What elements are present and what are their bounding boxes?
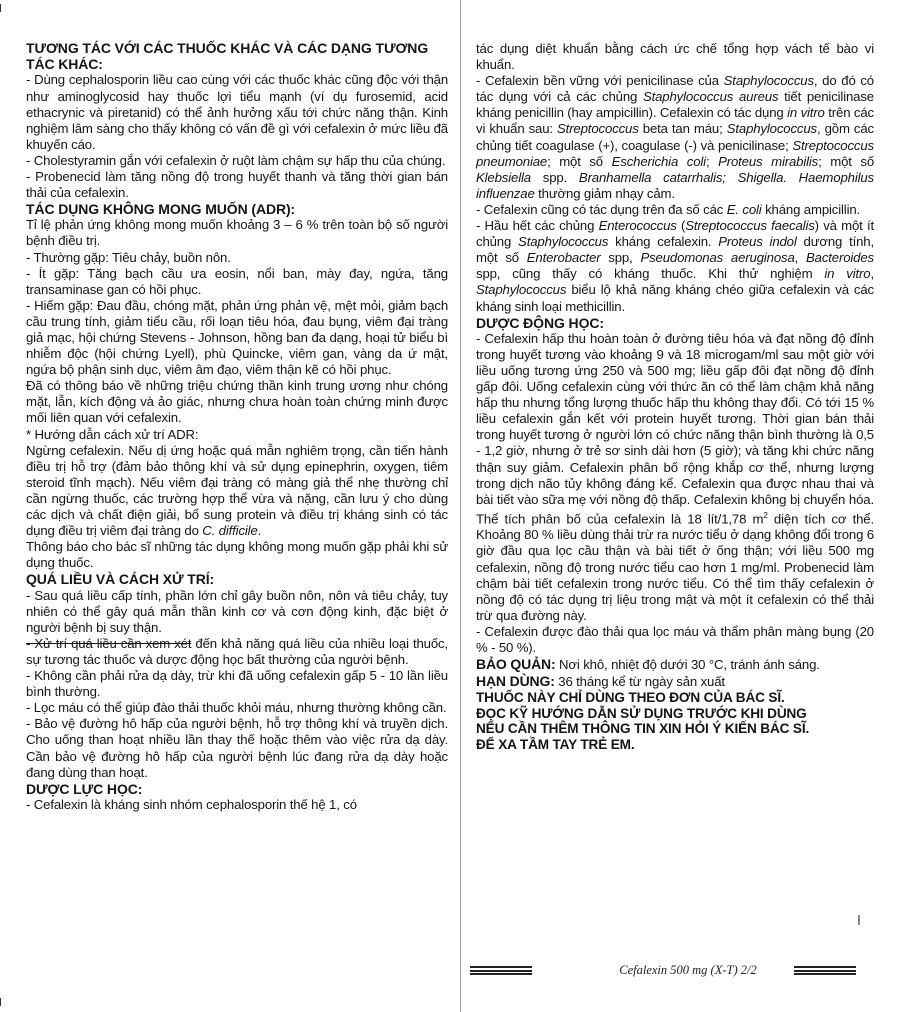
adr-uncommon: - Ít gặp: Tăng bạch cầu ưa eosin, nổi ban, mày đay, ngứa, tăng transaminase gan có hồi phục.: [26, 265, 448, 297]
italic-term: Staphylococcus: [476, 282, 567, 298]
text-run: thường giảm nhạy cảm.: [534, 185, 675, 201]
pharmacodynamics-cont: tác dụng diệt khuẩn bằng cách ức chế tổng hợp vách tế bào vi khuẩn.: [476, 41, 874, 73]
pharmacokinetics-item: [476, 331, 874, 624]
text-run: trên các vi khuẩn sau:: [476, 105, 874, 137]
text-run: , gồm các chủng tiết coagulase (+), coagulase (-) và penicilinase;: [476, 121, 874, 153]
italic-term: Proteus indol: [718, 234, 797, 250]
column-divider: [460, 0, 461, 1012]
text-run: spp,: [600, 250, 641, 266]
adr-guide-end: .: [257, 523, 262, 539]
overdose-item: [26, 636, 448, 668]
text-run: kháng ampicillin.: [761, 201, 861, 217]
italic-term: Streptococcus pneumoniae: [476, 137, 874, 169]
page-footer: [470, 962, 890, 982]
crop-mark-bottom: [0, 998, 1, 1006]
text-run: tiết penicilinase kháng penicillin (hay ampicillin). Cefalexin có tác dụng: [476, 89, 874, 121]
text-run: ; một số: [547, 153, 612, 169]
footer-label: Cefalexin 500 mg (X-T) 2/2: [619, 963, 757, 977]
left-column: [26, 40, 448, 813]
overdose-item: - Lọc máu có thể giúp đào thải thuốc khỏi máu, nhưng thường không cần.: [26, 700, 447, 716]
italic-term: Enterobacter: [526, 250, 601, 266]
text-run: ,: [794, 250, 806, 266]
italic-term: Klebsiella: [476, 169, 531, 185]
text-run: - Cefalexin cũng có tác dụng trên đa số các: [476, 201, 727, 217]
shelf-life-line: [476, 673, 874, 690]
italic-term: in vitro: [824, 266, 871, 282]
pharmacodynamics-item: [476, 73, 874, 202]
interaction-item: - Dùng cephalosporin liều cao cùng với các thuốc khác cũng độc với thận như aminoglycosid hay thuốc lợi tiểu mạnh (ví dụ furosemid, acid ethacrynic và piretanid) có thể ảnh hưởng xấu tới chức năng thận. Kinh nghiệm lâm sàng cho thấy không có vấn đề gì với cefalexin ở mức liều đã khuyến cáo.: [26, 72, 448, 152]
italic-term: in vitro: [787, 105, 825, 121]
italic-term: E. coli: [726, 201, 762, 217]
warning-line: THUỐC NÀY CHỈ DÙNG THEO ĐƠN CỦA BÁC SĨ.: [476, 690, 785, 706]
overdose-item: - Không cần phải rửa dạ dày, trừ khi đã uống cefalexin gấp 5 - 10 lần liều bình thường.: [26, 668, 448, 700]
adr-neuro: Đã có thông báo về những triệu chứng thần kinh trung ương như chóng mặt, lẫn, kích động và ảo giác, nhưng chưa hoàn toàn chứng minh được mối liên quan với cefalexin.: [26, 378, 448, 426]
italic-term: Branhamella catarrhalis; Shigella. Haemophilus influenzae: [476, 169, 875, 201]
text-run: (: [676, 218, 686, 234]
adr-guide-organism: C. difficile: [202, 523, 258, 539]
right-column: [476, 41, 874, 753]
text-run: spp.: [530, 169, 579, 185]
italic-term: Streptococcus faecalis: [685, 218, 815, 234]
text-run: beta tan máu;: [638, 121, 727, 137]
text-run: ) và một ít chủng: [476, 218, 874, 250]
adr-common: - Thường gặp: Tiêu chảy, buồn nôn.: [26, 249, 231, 265]
text-run: , do đó có tác dụng với cả các chủng: [476, 73, 874, 105]
overdose-item: - Bảo vệ đường hô hấp của người bệnh, hỗ trợ thông khí và truyền dịch. Cho uống than hoạt nhiều lần thay thế hoặc thêm vào việc rửa dạ dày. Cần bảo vệ đường hô hấp của người bệnh lúc đang rửa dạ dày hoặc đang dùng than hoạt.: [26, 716, 448, 780]
pharmacodynamics-item: [476, 202, 874, 218]
pharmacokinetics-item: - Cefalexin được đào thải qua lọc máu và thẩm phân màng bụng (20 % - 50 %).: [476, 623, 874, 655]
pharmacodynamics-item: - Cefalexin là kháng sinh nhóm cephalosporin thế hệ 1, có: [26, 796, 357, 812]
margin-mark: [858, 915, 860, 925]
text-run: biểu lộ khả năng kháng chéo giữa cefalexin và các kháng sinh loại methicillin.: [476, 282, 874, 314]
storage-label: BẢO QUẢN:: [476, 656, 556, 673]
italic-term: Staphylococcus aureus: [642, 89, 779, 105]
shelf-life-label: HẠN DÙNG:: [476, 673, 555, 690]
footer-rule-left: [470, 966, 532, 975]
pk-text: - Cefalexin hấp thu hoàn toàn ở đường tiêu hóa và đạt nồng độ đỉnh trong huyết tương vào khoảng 9 và 18 microgam/ml sau một giờ với liều uống tương ứng 250 và 500 mg; liều gấp đôi đạt nồng độ đỉnh gấp đôi. Uống cefalexin cùng với thức ăn có thể làm chậm khả năng hấp thu nhưng tổng lượng thuốc hấp thu không thay đổi. Có tới 15 % liều cefalexin gắn kết với protein huyết tương. Thời gian bán thải trong huyết tương ở người lớn có chức năng thận bình thường là 0,5 - 1,2 giờ, nhưng ở trẻ sơ sinh dài hơn (5 giờ); và tăng khi chức năng thận suy giảm. Cefalexin phân bố rộng khắp cơ thể, nhưng lượng trong dịch não tủy không đáng kể. Cefalexin qua được nhau thai và bài tiết vào sữa mẹ với nồng độ thấp. Cefalexin không bị chuyển hóa. Thể tích phân bố của cefalexin là 18 lít/1,78 m: [476, 330, 874, 527]
pk-superscript: 2: [763, 510, 768, 520]
adr-guide-heading: * Hướng dẫn cách xử trí ADR:: [26, 426, 199, 442]
adr-guide-part: Ngừng cefalexin. Nếu dị ứng hoặc quá mẫn nghiêm trọng, cần tiến hành điều trị hỗ trợ (đảm bảo thông khí và sử dụng epinephrin, oxygen, tiêm steroid tĩnh mạch). Nếu viêm đại tràng có màng giả thể nhẹ thường chỉ cần ngừng thuốc, các trường hợp thể vừa và nặng, cần lưu ý cho dùng các dịch và chất điện giải, bổ sung protein và điều trị kháng sinh có tác dụng điều trị viêm đại tràng do: [26, 442, 448, 539]
warning-line: NẾU CẦN THÊM THÔNG TIN XIN HỎI Ý KIẾN BÁC SĨ.: [476, 721, 810, 737]
adr-report: Thông báo cho bác sĩ những tác dụng không mong muốn gặp phải khi sử dụng thuốc.: [26, 539, 448, 571]
warning-line: ĐỌC KỸ HƯỚNG DẪN SỬ DỤNG TRƯỚC KHI DÙNG: [476, 705, 807, 721]
interaction-item: - Probenecid làm tăng nồng độ trong huyết thanh và tăng thời gian bán thải của cefalexin.: [26, 168, 448, 201]
italic-term: Staphylococcus: [723, 73, 814, 89]
italic-term: Enterococcus: [598, 218, 677, 234]
interaction-item: - Cholestyramin gắn với cefalexin ở ruột làm chậm sự hấp thu của chúng.: [26, 152, 446, 168]
text-run: dương tính, một số: [476, 234, 875, 266]
adr-intro: Tỉ lệ phản ứng không mong muốn khoảng 3 – 6 % trên toàn bộ số người bệnh điều trị.: [26, 217, 448, 249]
heading-interactions: TƯƠNG TÁC VỚI CÁC THUỐC KHÁC VÀ CÁC DẠNG TƯƠNG TÁC KHÁC:: [26, 40, 429, 73]
overdose-struck-text: - Xử trí quá liều cần xem xét: [26, 635, 192, 651]
text-run: ; một số: [818, 153, 875, 169]
italic-term: Proteus mirabilis: [718, 153, 819, 169]
heading-pharmacodynamics: DƯỢC LỰC HỌC:: [26, 780, 143, 797]
shelf-life-text: 36 tháng kể từ ngày sản xuất: [554, 674, 725, 690]
crop-mark-top: [0, 4, 1, 12]
heading-adr: TÁC DỤNG KHÔNG MONG MUỐN (ADR):: [26, 201, 296, 218]
overdose-item: - Sau quá liều cấp tính, phần lớn chỉ gây buồn nôn, nôn và tiêu chảy, tuy nhiên có thể gây quá mẫn thần kinh cơ và cơn động kinh, đặc biệt ở người bệnh bị suy thận.: [26, 587, 448, 635]
adr-guide-text: [26, 443, 448, 540]
heading-pharmacokinetics: DƯỢC ĐỘNG HỌC:: [476, 314, 604, 331]
pharmacodynamics-item: [476, 218, 874, 315]
footer-rule-right: [794, 966, 856, 975]
text-run: ;: [705, 153, 719, 169]
text-run: kháng cefalexin.: [608, 234, 719, 250]
adr-rare: - Hiếm gặp: Đau đầu, chóng mặt, phản ứng phản vệ, mệt mỏi, giảm bạch cầu trung tính, giảm tiểu cầu, rối loạn tiêu hóa, đau bụng, viêm đại tràng giả mạc, hội chứng Stevens - Johnson, hồng ban đa dạng, hoại tử biểu bì nhiễm độc (hội chứng Lyell), phù Quincke, viêm gan, vàng da ứ mật, ngứa bộ phận sinh dục, viêm âm đạo, viêm thận kẽ có hồi phục.: [26, 297, 448, 378]
text-run: - Hầu hết các chủng: [476, 218, 599, 234]
warning-line: ĐỂ XA TẦM TAY TRẺ EM.: [476, 737, 635, 753]
italic-term: Pseudomonas aeruginosa: [640, 250, 795, 266]
italic-term: Staphylococcus: [726, 121, 817, 137]
italic-term: Streptococcus: [557, 121, 639, 137]
overdose-text: đến khả năng quá liều của nhiều loại thuốc, sự tương tác thuốc và dược động học bất thường của người bệnh.: [26, 635, 448, 667]
italic-term: Escherichia coli: [611, 153, 706, 169]
italic-term: Staphylococcus: [518, 234, 609, 250]
storage-text: Nơi khô, nhiệt độ dưới 30 °C, tránh ánh sáng.: [555, 657, 820, 673]
text-run: spp, cũng thấy có kháng thuốc. Khi thử nghiệm: [476, 266, 825, 282]
pk-text: diện tích cơ thể. Khoảng 80 % liều dùng thải trừ ra nước tiểu ở dạng không đổi trong 6 giờ đầu qua lọc cầu thận và bài tiết ở ống thận; với liều 500 mg cefalexin, nồng độ trong nước tiểu cao hơn 1 mg/ml. Probenecid làm chậm bài tiết cefalexin trong nước tiểu. Có thể tìm thấy cefalexin ở nồng độ có tác dụng trị liệu trong mật và một ít cefalexin có thể thải trừ qua đường này.: [476, 511, 874, 623]
heading-overdose: QUÁ LIỀU VÀ CÁCH XỬ TRÍ:: [26, 571, 215, 588]
storage-line: [476, 656, 874, 673]
italic-term: Bacteroides: [806, 250, 874, 266]
text-run: - Cefalexin bền vững với penicilinase của: [476, 73, 724, 89]
text-run: ,: [870, 266, 874, 282]
